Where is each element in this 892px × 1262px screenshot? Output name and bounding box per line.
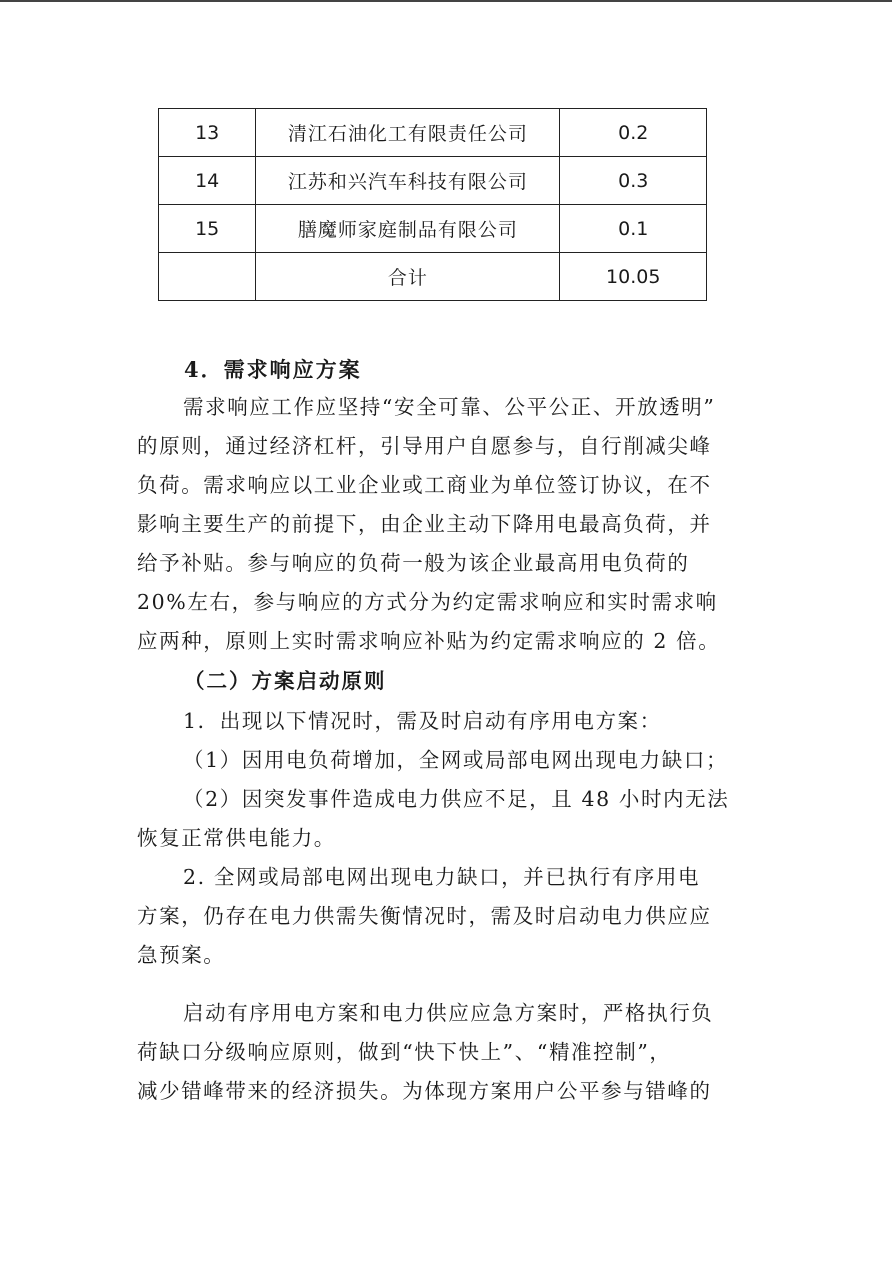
total-value: 10.05 [560, 253, 707, 301]
empty-cell [159, 253, 256, 301]
final-paragraph [137, 994, 749, 1111]
company-name: 清江石油化工有限责任公司 [256, 109, 560, 157]
demand-response-paragraph [137, 388, 749, 661]
load-value: 0.3 [560, 157, 707, 205]
row-number: 15 [159, 205, 256, 253]
row-number: 13 [159, 109, 256, 157]
item1-block [137, 702, 749, 858]
paragraph-line: 应两种，原则上实时需求响应补贴为约定需求响应的 2 倍。 [137, 629, 721, 653]
company-load-table [158, 108, 707, 301]
table-row [159, 205, 707, 253]
paragraph-line: 负荷。需求响应以工业企业或工商业为单位签订协议，在不 [137, 473, 712, 497]
paragraph-line: 20%左右，参与响应的方式分为约定需求响应和实时需求响 [137, 590, 718, 614]
item2-line: 方案，仍存在电力供需失衡情况时，需及时启动电力供应应 [137, 904, 712, 928]
item1-intro: 1．出现以下情况时，需及时启动有序用电方案： [183, 709, 662, 733]
paragraph-line: 启动有序用电方案和电力供应应急方案时，严格执行负 [183, 1001, 714, 1025]
item1-case2-line: 恢复正常供电能力。 [137, 826, 336, 850]
item1-case2-line: （2）因突发事件造成电力供应不足，且 48 小时内无法 [183, 787, 730, 811]
section-heading: 4．需求响应方案 [184, 357, 362, 382]
load-value: 0.2 [560, 109, 707, 157]
paragraph-line: 需求响应工作应坚持“安全可靠、公平公正、开放透明” [183, 395, 716, 419]
table-row [159, 157, 707, 205]
company-name: 膳魔师家庭制品有限公司 [256, 205, 560, 253]
item2-line: 2. 全网或局部电网出现电力缺口，并已执行有序用电 [183, 865, 701, 889]
paragraph-line: 影响主要生产的前提下，由企业主动下降用电最高负荷，并 [137, 512, 712, 536]
table-total-row [159, 253, 707, 301]
sub-heading: （二）方案启动原则 [184, 669, 387, 693]
table-row [159, 109, 707, 157]
company-name: 江苏和兴汽车科技有限公司 [256, 157, 560, 205]
row-number: 14 [159, 157, 256, 205]
total-label: 合计 [256, 253, 560, 301]
load-value: 0.1 [560, 205, 707, 253]
paragraph-line: 的原则，通过经济杠杆，引导用户自愿参与，自行削减尖峰 [137, 434, 712, 458]
item2-block [137, 858, 749, 975]
top-border [0, 0, 892, 2]
paragraph-line: 给予补贴。参与响应的负荷一般为该企业最高用电负荷的 [137, 551, 690, 575]
paragraph-line: 荷缺口分级响应原则，做到“快下快上”、“精准控制”， [137, 1040, 672, 1064]
item1-case1: （1）因用电负荷增加，全网或局部电网出现电力缺口； [183, 748, 729, 772]
item2-line: 急预案。 [137, 943, 226, 967]
paragraph-line: 减少错峰带来的经济损失。为体现方案用户公平参与错峰的 [137, 1079, 712, 1103]
